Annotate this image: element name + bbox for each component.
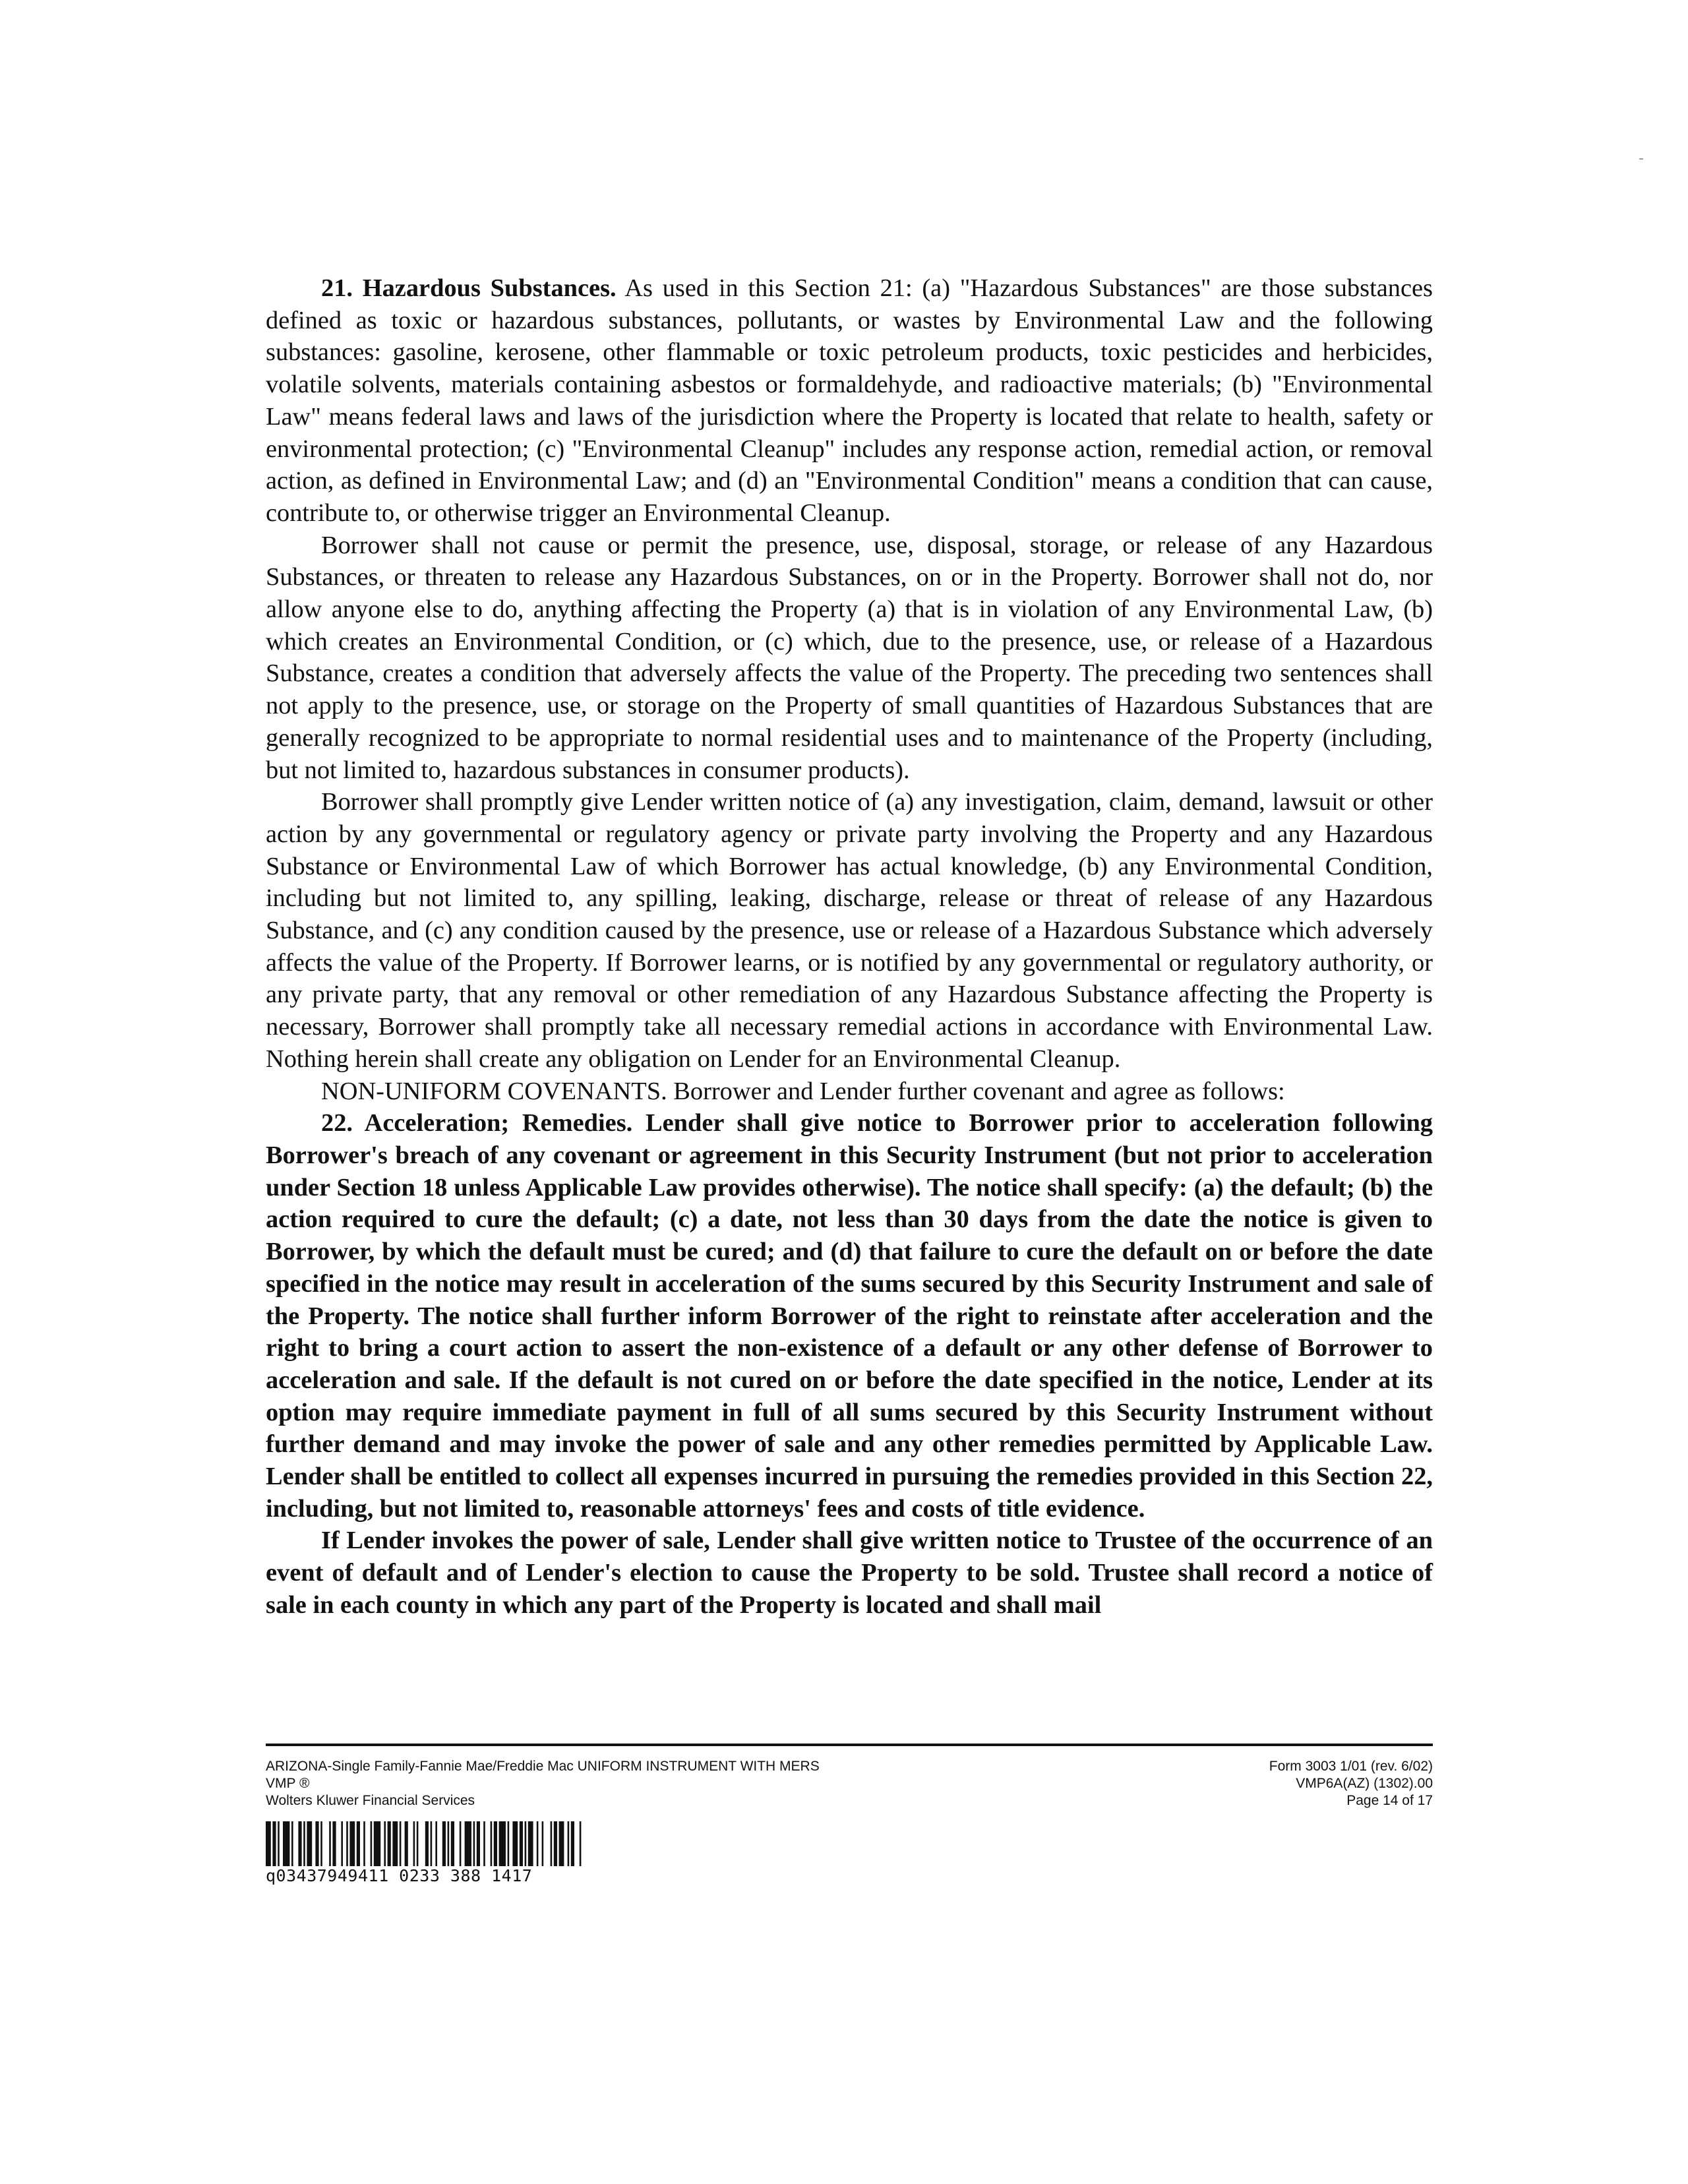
non-uniform-covenants: NON-UNIFORM COVENANTS. Borrower and Lender further covenant and agree as follows: [321, 1077, 1285, 1105]
footer-form-number: Form 3003 1/01 (rev. 6/02) [1269, 1759, 1433, 1774]
barcode-bar [266, 1821, 271, 1866]
scan-speck [1639, 158, 1643, 160]
barcode-bar [315, 1821, 318, 1866]
barcode-bar [460, 1821, 462, 1866]
section-22-paragraph-2: If Lender invokes the power of sale, Lender shall give written notice to Trustee of the occurrence of an event of default and of Lender's election to cause the Property to be sold. Trustee shall record a notice of sale in each county in which any part of the Property is located and shall mail [266, 1527, 1433, 1619]
barcode-bar [473, 1821, 475, 1866]
barcode-bar [537, 1821, 539, 1866]
section-21-paragraph-3: Borrower shall promptly give Lender written notice of (a) any investigation, claim, demand, lawsuit or other action by any governmental or regulatory agency or private party involving the Property and any Hazardous Substance or Environmental Law of which Borrower has actual knowledge, (b) any Environmental Condition, including but not limited to, any spilling, leaking, discharge, release or threat of release of any Hazardous Substance, and (c) any condition caused by the presence, use or release of a Hazardous Substance which adversely affects the value of the Property. If Borrower learns, or is notified by any governmental or regulatory authority, or any private party, that any removal or other remediation of any Hazardous Substance affecting the Property is necessary, Borrower shall promptly take all necessary remedial actions in accordance with Environmental Law. Nothing herein shall create any obligation on Lender for an Environmental Cleanup. [266, 788, 1433, 1073]
barcode-bar [371, 1821, 373, 1866]
barcode-bar [494, 1821, 497, 1866]
footer-vmp-code: VMP6A(AZ) (1302).00 [1296, 1776, 1433, 1791]
barcode-bar [329, 1821, 331, 1866]
barcode-bar [520, 1821, 523, 1866]
barcode-bar [425, 1821, 429, 1866]
footer-left [266, 1758, 1057, 1809]
barcode-icon [266, 1821, 721, 1866]
barcode-bar [341, 1821, 343, 1866]
barcode-bar [525, 1821, 527, 1866]
footer-publisher: Wolters Kluwer Financial Services [266, 1793, 475, 1808]
section-21-paragraph-2: Borrower shall not cause or permit the presence, use, disposal, storage, or release of any Hazardous Substances, or threaten to release any Hazardous Substances, on or in the Property. Borrower shall not do, nor allow anyone else to do, anything affecting the Property (a) that is in violation of any Environmental Law, (b) which creates an Environmental Condition, or (c) which, due to the presence, use, or release of a Hazardous Substance, creates a condition that adversely affects the value of the Property. The preceding two sentences shall not apply to the presence, use, or storage on the Property of small quantities of Hazardous Substances that are generally recognized to be appropriate to normal residential uses and to maintenance of the Property (including, but not limited to, hazardous substances in consumer products). [266, 531, 1433, 784]
footer-right [1088, 1758, 1433, 1809]
section-21-paragraph-1 [266, 272, 1433, 530]
barcode-bar [272, 1821, 276, 1866]
barcode-bar [417, 1821, 419, 1866]
barcode-bar [346, 1821, 348, 1866]
barcode-bar [554, 1821, 557, 1866]
barcode-number: q03437949411 0233 388 1417 [266, 1866, 533, 1885]
barcode-bar [363, 1821, 365, 1866]
barcode-bar [451, 1821, 454, 1866]
barcode-bar [512, 1821, 518, 1866]
barcode-bar [465, 1821, 471, 1866]
barcode-bar [568, 1821, 570, 1866]
barcode-bar [559, 1821, 564, 1866]
barcode-bar [491, 1821, 493, 1866]
barcode-bar [499, 1821, 506, 1866]
barcode-bar [413, 1821, 415, 1866]
barcode-bar [435, 1821, 437, 1866]
barcode-bar [291, 1821, 293, 1866]
section-21-heading: 21. Hazardous Substances. [321, 274, 617, 302]
barcode-bar [298, 1821, 301, 1866]
barcode-bar [477, 1821, 480, 1866]
barcode-bar [448, 1821, 450, 1866]
barcode-bar [357, 1821, 360, 1866]
footer-vmp-mark: VMP ® [266, 1776, 310, 1791]
barcode-bar [528, 1821, 533, 1866]
barcode-bar [278, 1821, 280, 1866]
barcode-bar [508, 1821, 510, 1866]
barcode-bar [307, 1821, 312, 1866]
footer-divider [266, 1744, 1433, 1746]
footer-page-number: Page 14 of 17 [1346, 1793, 1433, 1808]
barcode-bar [374, 1821, 380, 1866]
barcode-bar [542, 1821, 544, 1866]
barcode-bar [392, 1821, 398, 1866]
barcode-bar [332, 1821, 336, 1866]
barcode-bar [580, 1821, 582, 1866]
barcode-bar [571, 1821, 574, 1866]
barcode-bar [400, 1821, 402, 1866]
barcode-bar [320, 1821, 322, 1866]
barcode-bar [349, 1821, 355, 1866]
barcode-bar [303, 1821, 305, 1866]
barcode-bar [283, 1821, 289, 1866]
barcode-bar [388, 1821, 391, 1866]
section-22-paragraph-1: 22. Acceleration; Remedies. Lender shall give notice to Borrower prior to acceleration following Borrower's breach of any covenant or agreement in this Security Instrument (but not prior to acceleration under Section 18 unless Applicable Law provides otherwise). The notice shall specify: (a) the default; (b) the action required to cure the default; (c) a date, not less than 30 days from the date the notice is given to Borrower, by which the default must be cured; and (d) that failure to cure the default on or before the date specified in the notice may result in acceleration of the sums secured by this Security Instrument and sale of the Property. The notice shall further inform Borrower of the right to reinstate after acceleration and the right to bring a court action to assert the non-existence of a default or any other defense of Borrower to acceleration and sale. If the default is not cured on or before the date specified in the notice, Lender at its option may require immediate payment in full of all sums secured by this Security Instrument without further demand and may invoke the power of sale and any other remedies permitted by Applicable Law. Lender shall be entitled to collect all expenses incurred in pursuing the remedies provided in this Section 22, including, but not limited to, reasonable attorneys' fees and costs of title evidence. [266, 1109, 1433, 1523]
barcode-bar [431, 1821, 433, 1866]
document-body [266, 272, 1433, 1622]
barcode-bar [483, 1821, 485, 1866]
section-21-paragraph-1-text: As used in this Section 21: (a) "Hazardous Substances" are those substances defined as toxic or hazardous substances, pollutants, or wastes by Environmental Law and the following substances: gasoline, kerosene, other flammable or toxic petroleum products, toxic pesticides and herbicides, volatile solvents, materials containing asbestos or formaldehyde, and radioactive materials; (b) "Environmental Law" means federal laws and laws of the jurisdiction where the Property is located that relate to health, safety or environmental protection; (c) "Environmental Cleanup" includes any response action, remedial action, or removal action, as defined in Environmental Law; and (d) an "Environmental Condition" means a condition that can cause, contribute to, or otherwise trigger an Environmental Cleanup. [266, 274, 1433, 527]
barcode-bar [384, 1821, 386, 1866]
footer-form-title: ARIZONA-Single Family-Fannie Mae/Freddie Mac UNIFORM INSTRUMENT WITH MERS [266, 1759, 820, 1774]
barcode-bar [551, 1821, 553, 1866]
barcode-bar [405, 1821, 408, 1866]
barcode-bar [442, 1821, 446, 1866]
